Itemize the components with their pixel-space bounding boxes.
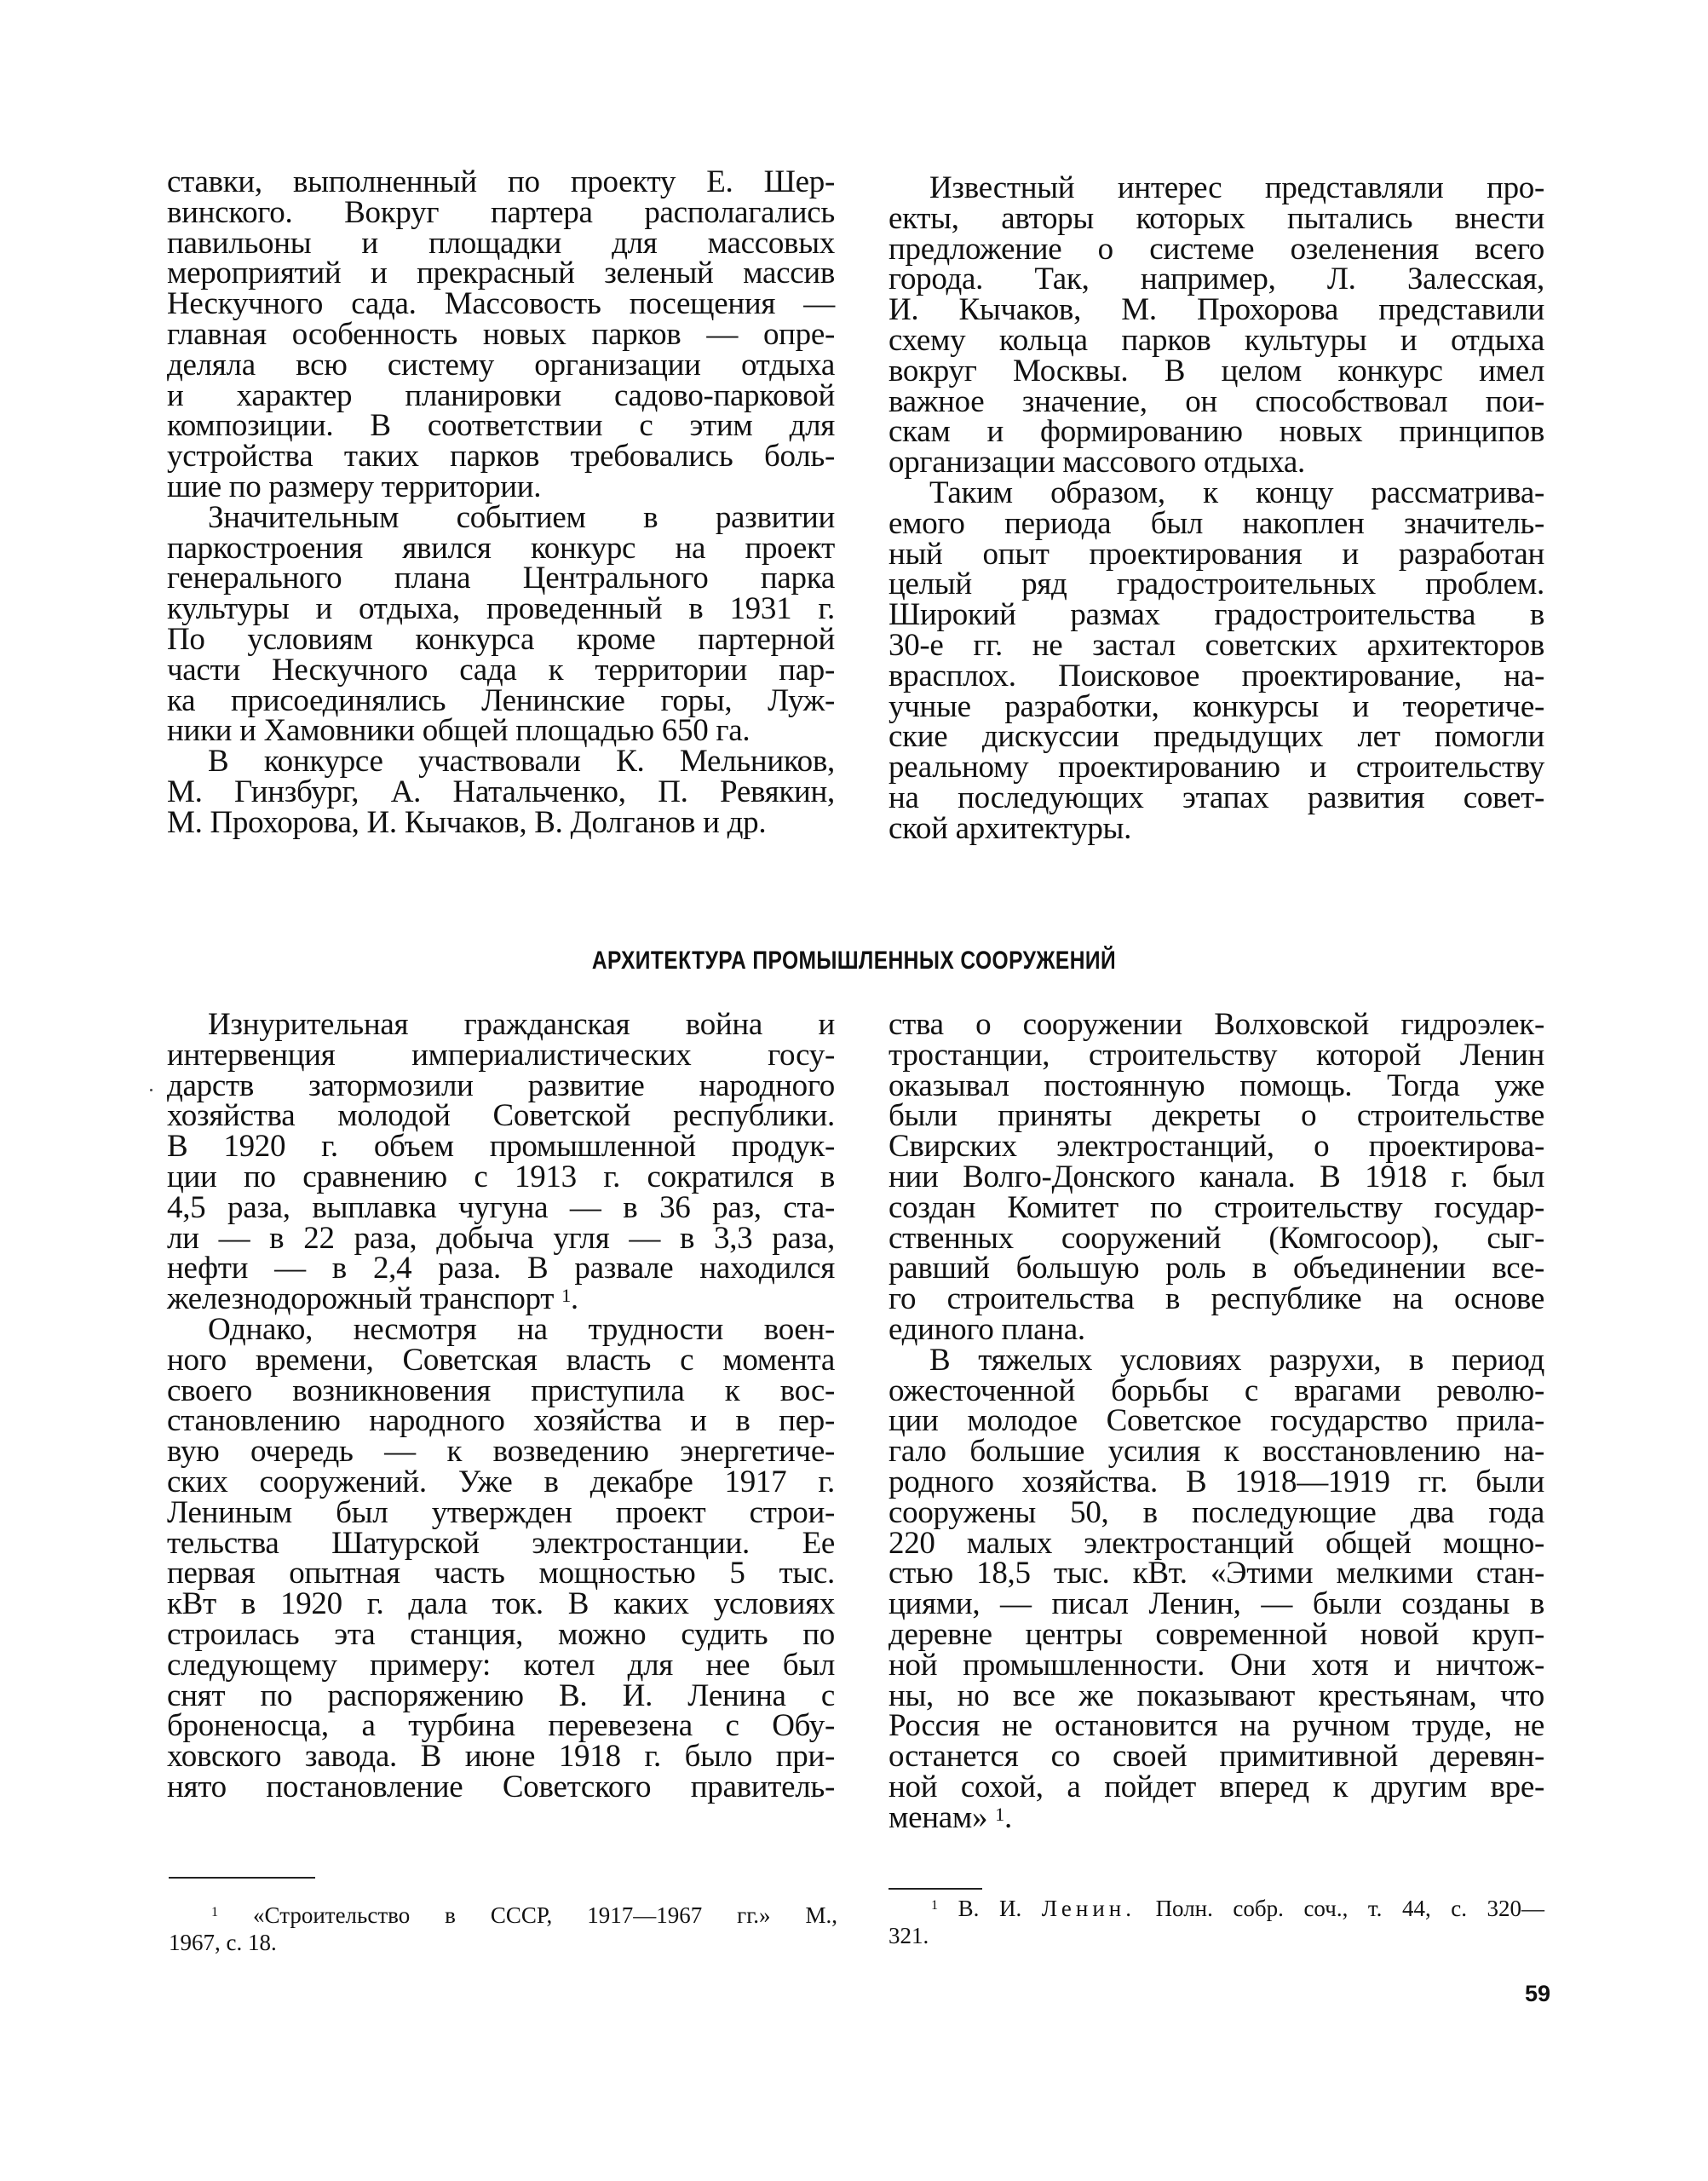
text-line: [167, 1464, 835, 1499]
text-line-content: екты, авторы которых пытались внести: [889, 200, 1544, 236]
text-line-content: винского. Вокруг партера располагались: [167, 194, 835, 230]
text-line-content: схему кольца парков культуры и отдыха: [889, 322, 1544, 358]
text-line: [889, 688, 1544, 724]
text-line-content: циями, — писал Ленин, — были созданы в: [889, 1586, 1544, 1622]
text-line: [167, 347, 835, 383]
text-line-content: врасплох. Поисковое проектирование, на-: [889, 658, 1544, 693]
text-line-content: нефти — в 2,4 раза. В развале находился: [167, 1251, 835, 1286]
text-line-content: Россия не остановится на ручном труде, не: [889, 1708, 1544, 1744]
text-line-content: гало большие усилия к восстановлению на-: [889, 1434, 1544, 1470]
text-line: [167, 1098, 835, 1134]
text-line-content: Изнурительная гражданская война и: [208, 1007, 835, 1042]
text-line-content: павильоны и площадки для массовых: [167, 225, 835, 261]
text-line: [167, 316, 835, 352]
text-line: [889, 445, 1544, 481]
text-line: [167, 1647, 835, 1683]
text-line-content: кВт в 1920 г. дала ток. В каких условиях: [167, 1586, 835, 1622]
punctuation: .: [1004, 1799, 1012, 1835]
text-line: [167, 1769, 835, 1804]
text-line: [889, 1769, 1544, 1804]
text-line: [167, 1403, 835, 1439]
footnote-left: [169, 1902, 837, 1956]
text-line-content: организации массового отдыха.: [889, 445, 1305, 481]
text-line-content: ские дискуссии предыдущих лет помогли: [889, 719, 1544, 755]
text-line: [167, 1525, 835, 1561]
footnote-rule-left: [169, 1877, 315, 1879]
footnote-reference: 1: [561, 1285, 571, 1307]
text-line-content: ских сооружений. Уже в декабре 1917 г.: [167, 1464, 835, 1499]
text-line-content: По условиям конкурса кроме партерной: [167, 621, 835, 657]
text-line: [167, 1159, 835, 1194]
text-line: [889, 1558, 1544, 1589]
text-line: [167, 1253, 835, 1284]
text-line-content: скам и формированию новых принципов: [889, 414, 1544, 450]
text-line: [167, 1342, 835, 1378]
text-line: [889, 170, 1544, 205]
text-line: [167, 621, 835, 657]
footnote-rule-right: [889, 1888, 982, 1890]
text-line-content: ного времени, Советская власть с момента: [167, 1342, 835, 1378]
text-line-content: М. Гинзбург, А. Натальченко, П. Ревякин,: [167, 774, 835, 809]
text-line-content: предложение о системе озеленения всего: [889, 231, 1544, 267]
text-line-content: ны, но все же показывают крестьянам, что: [889, 1677, 1544, 1713]
text-line-content: города. Так, например, Л. Залесская,: [889, 262, 1544, 297]
text-line-content: железнодорожный транспорт: [167, 1281, 555, 1317]
text-line: [889, 1037, 1544, 1073]
column-bottom-right: [889, 1007, 1544, 1835]
text-line: [167, 591, 835, 627]
text-line: [167, 1677, 835, 1713]
text-line-content: 4,5 раза, выплавка чугуна — в 36 раз, ста-: [167, 1189, 835, 1225]
page-number: 59: [1524, 1981, 1550, 2006]
text-line: [889, 292, 1544, 328]
text-line-content: первая опытная часть мощностью 5 тыс.: [167, 1556, 835, 1591]
text-line: [889, 1129, 1544, 1165]
text-line-content: устройства таких парков требовались боль-: [167, 439, 835, 475]
text-line-content: на последующих этапах развития совет-: [889, 780, 1544, 815]
footnote-reference: 1: [995, 1803, 1004, 1825]
text-line: [167, 499, 835, 535]
text-line-content: генерального плана Центрального парка: [167, 561, 835, 596]
text-line-content: шие по размеру территории.: [167, 469, 542, 504]
footnote-right-line-2: 321.: [889, 1923, 929, 1948]
text-line: [167, 1494, 835, 1530]
text-line-content: Свирских электростанций, о проектирова-: [889, 1129, 1544, 1165]
text-line: [889, 1159, 1544, 1194]
text-line-content: Широкий размах градостроительства в: [889, 597, 1544, 633]
text-line-content: Известный интерес представляли про-: [929, 170, 1544, 205]
text-line: [889, 1799, 1544, 1835]
text-line-content: снят по распоряжению В. И. Ленина с: [167, 1677, 835, 1713]
text-line: [167, 258, 835, 289]
text-line: [889, 1525, 1544, 1561]
text-line-content: ховского завода. В июне 1918 г. было при-: [167, 1739, 835, 1775]
print-speck: [150, 1089, 152, 1091]
text-line-content: строилась эта станция, можно судить по: [167, 1616, 835, 1652]
text-line-content: В 1920 г. объем промышленной продук-: [167, 1129, 835, 1165]
text-line-content: 30-е гг. не застал советских архитекторов: [889, 627, 1544, 663]
text-line-content: ники и Хамовники общей площадью 650 га.: [167, 713, 750, 749]
text-line-content: были приняты декреты о строительстве: [889, 1098, 1544, 1134]
text-line: [889, 322, 1544, 358]
footnote-right-line-1: [889, 1895, 1544, 1922]
text-line-content: сооружены 50, в последующие два года: [889, 1494, 1544, 1530]
text-line: [889, 264, 1544, 295]
text-line-content: останется со своей примитивной деревян-: [889, 1739, 1544, 1775]
text-line-content: паркостроения явился конкурс на проект: [167, 530, 835, 566]
text-line: [167, 225, 835, 261]
text-line-content: нято постановление Советского правитель-: [167, 1769, 835, 1804]
text-line-content: оказывал постоянную помощь. Тогда уже: [889, 1067, 1544, 1103]
text-line: [167, 1007, 835, 1042]
column-top-right: [889, 170, 1544, 846]
text-line-content: вокруг Москвы. В целом конкурс имел: [889, 353, 1544, 388]
text-line: [889, 231, 1544, 267]
text-line-content: тростанции, строительству которой Ленин: [889, 1037, 1544, 1073]
text-line-content: целый ряд градостроительных проблем.: [889, 567, 1544, 602]
text-line: [167, 530, 835, 566]
text-line: [889, 1220, 1544, 1256]
text-line: [889, 1189, 1544, 1225]
text-line-content: и характер планировки садово-парковой: [167, 377, 835, 413]
text-line-content: емого периода был накоплен значитель-: [889, 505, 1544, 541]
text-line-content: И. Кычаков, М. Прохорова представили: [889, 292, 1544, 328]
column-top-left: [167, 164, 835, 840]
footnote-marker: 1: [211, 1904, 219, 1919]
text-line-content: нии Волго-Донского канала. В 1918 г. был: [889, 1159, 1544, 1194]
text-line-content: главная особенность новых парков — опре-: [167, 316, 835, 352]
text-line: [167, 377, 835, 413]
text-line-content: Нескучного сада. Массовость посещения —: [167, 286, 835, 322]
text-line-content: Лениным был утвержден проект строи-: [167, 1494, 835, 1530]
text-line: [889, 1098, 1544, 1134]
text-line: [889, 780, 1544, 815]
text-line: [167, 1616, 835, 1652]
text-line: [889, 750, 1544, 786]
text-line-content: Однако, несмотря на трудности воен-: [208, 1311, 835, 1347]
text-line: [167, 1067, 835, 1103]
text-line: [889, 1616, 1544, 1652]
text-line-content: В тяжелых условиях разрухи, в период: [929, 1342, 1544, 1378]
text-line: [889, 353, 1544, 388]
text-line: [889, 627, 1544, 663]
footnote-right-author: Ленин.: [1041, 1896, 1136, 1921]
text-line: [167, 1037, 835, 1073]
text-line-content: ожесточенной борьбы с врагами револю-: [889, 1372, 1544, 1408]
punctuation: .: [570, 1281, 578, 1317]
text-line: [889, 1494, 1544, 1530]
text-line: [167, 744, 835, 780]
text-line-content: становлению народного хозяйства и в пер-: [167, 1403, 835, 1439]
text-line-content: ции по сравнению с 1913 г. сократился в: [167, 1159, 835, 1194]
text-line: [889, 1464, 1544, 1499]
text-line: [167, 408, 835, 444]
text-line-content: ственных сооружений (Комгосоор), сыг-: [889, 1220, 1544, 1256]
text-line-content: деревне центры современной новой круп-: [889, 1616, 1544, 1652]
text-line-content: родного хозяйства. В 1918—1919 гг. были: [889, 1464, 1544, 1499]
text-line: [889, 1434, 1544, 1470]
footnote-right-initials: В. И.: [958, 1896, 1022, 1921]
text-line-content: вую очередь — к возведению энергетиче-: [167, 1434, 835, 1470]
text-line: [167, 682, 835, 718]
text-line: [167, 1129, 835, 1165]
section-heading: АРХИТЕКТУРА ПРОМЫШЛЕННЫХ СООРУЖЕНИЙ: [591, 947, 1117, 975]
text-line-content: 220 малых электростанций общей мощно-: [889, 1525, 1544, 1561]
text-line-content: деляла всю систему организации отдыха: [167, 347, 835, 383]
text-line-content: интервенция империалистических госу-: [167, 1037, 835, 1073]
text-line: [167, 1739, 835, 1775]
text-line-content: го строительства в республике на основе: [889, 1281, 1544, 1317]
text-line: [889, 1311, 1544, 1347]
text-line-content: В конкурсе участвовали К. Мельников,: [208, 744, 835, 780]
text-line-content: дарств затормозили развитие народного: [167, 1067, 835, 1103]
text-line: [889, 1342, 1544, 1378]
text-line: [889, 383, 1544, 419]
footnote-left-line-1: [169, 1902, 837, 1929]
text-line: [889, 719, 1544, 755]
text-line: [167, 194, 835, 230]
text-line-content: Таким образом, к концу рассматрива-: [929, 475, 1544, 510]
text-line: [167, 804, 835, 840]
text-line-content: ка присоединялись Ленинские горы, Луж-: [167, 682, 835, 718]
text-line: [167, 652, 835, 688]
text-line-content: стью 18,5 тыс. кВт. «Этими мелкими стан-: [889, 1556, 1544, 1591]
footnote-left-line-2: 1967, с. 18.: [169, 1930, 277, 1955]
text-line: [889, 414, 1544, 450]
text-line: [889, 569, 1544, 600]
text-line-content: менам»: [889, 1799, 988, 1835]
text-line: [889, 1067, 1544, 1103]
text-line: [889, 597, 1544, 633]
text-line: [889, 810, 1544, 846]
text-line: [167, 286, 835, 322]
text-line: [889, 475, 1544, 510]
text-line-content: культуры и отдыха, проведенный в 1931 г.: [167, 591, 835, 627]
text-line-content: хозяйства молодой Советской республики.: [167, 1098, 835, 1134]
text-line: [167, 1372, 835, 1408]
text-line: [889, 1677, 1544, 1713]
column-bottom-left: [167, 1007, 835, 1804]
text-line: [167, 1708, 835, 1744]
text-line: [167, 164, 835, 199]
footnote-right: [889, 1895, 1544, 1949]
text-line: [889, 1586, 1544, 1622]
text-line: [167, 1220, 835, 1256]
text-line-content: учные разработки, конкурсы и теоретиче-: [889, 688, 1544, 724]
text-line: [889, 1739, 1544, 1775]
text-line-content: броненосца, а турбина перевезена с Обу-: [167, 1708, 835, 1744]
text-line: [889, 1647, 1544, 1683]
text-line-content: создан Комитет по строительству государ-: [889, 1189, 1544, 1225]
text-line: [167, 1586, 835, 1622]
text-line: [167, 1311, 835, 1347]
text-line: [889, 1253, 1544, 1284]
footnote-left-text: «Строительство в СССР, 1917—1967 гг.» М.,: [253, 1902, 837, 1928]
text-line-content: единого плана.: [889, 1311, 1085, 1347]
text-line-content: своего возникновения приступила к вос-: [167, 1372, 835, 1408]
text-line: [889, 200, 1544, 236]
text-line-content: Значительным событием в развитии: [208, 499, 835, 535]
text-line-content: равший большую роль в объединении все-: [889, 1251, 1544, 1286]
text-line-content: ной сохой, а пойдет вперед к другим вре-: [889, 1769, 1544, 1804]
text-line: [889, 1007, 1544, 1042]
text-line: [167, 1558, 835, 1589]
text-line: [889, 1708, 1544, 1744]
text-line-content: реальному проектированию и строительству: [889, 750, 1544, 786]
text-line-content: композиции. В соответствии с этим для: [167, 408, 835, 444]
text-line: [889, 1403, 1544, 1439]
text-line: [167, 469, 835, 504]
text-line: [167, 1281, 835, 1317]
text-line-content: ли — в 22 раза, добыча угля — в 3,3 раза,: [167, 1220, 835, 1256]
text-line: [889, 536, 1544, 572]
text-line-content: мероприятий и прекрасный зеленый массив: [167, 256, 835, 291]
text-line-content: тельства Шатурской электростанции. Ее: [167, 1525, 835, 1561]
text-line-content: следующему примеру: котел для нее был: [167, 1647, 835, 1683]
text-line: [167, 563, 835, 594]
text-line: [889, 505, 1544, 541]
text-line: [167, 1434, 835, 1470]
footnote-right-citation: Полн. собр. соч., т. 44, с. 320—: [1155, 1896, 1545, 1921]
text-line-content: ставки, выполненный по проекту Е. Шер-: [167, 164, 835, 199]
text-line-content: М. Прохорова, И. Кычаков, В. Долганов и др.: [167, 804, 767, 840]
text-line: [889, 1281, 1544, 1317]
text-line-content: важное значение, он способствовал пои-: [889, 383, 1544, 419]
text-line-content: ный опыт проектирования и разработан: [889, 536, 1544, 572]
text-line-content: ной промышленности. Они хотя и ничтож-: [889, 1647, 1544, 1683]
text-line: [167, 1189, 835, 1225]
text-line: [889, 1372, 1544, 1408]
footnote-marker: 1: [931, 1897, 939, 1913]
text-line-content: ской архитектуры.: [889, 810, 1132, 846]
text-line-content: ции молодое Советское государство прила-: [889, 1403, 1544, 1439]
text-line: [167, 439, 835, 475]
text-line-content: части Нескучного сада к территории пар-: [167, 652, 835, 688]
text-line: [167, 713, 835, 749]
text-line-content: ства о сооружении Волховской гидроэлек-: [889, 1007, 1544, 1042]
text-line: [889, 658, 1544, 693]
text-line: [167, 774, 835, 809]
